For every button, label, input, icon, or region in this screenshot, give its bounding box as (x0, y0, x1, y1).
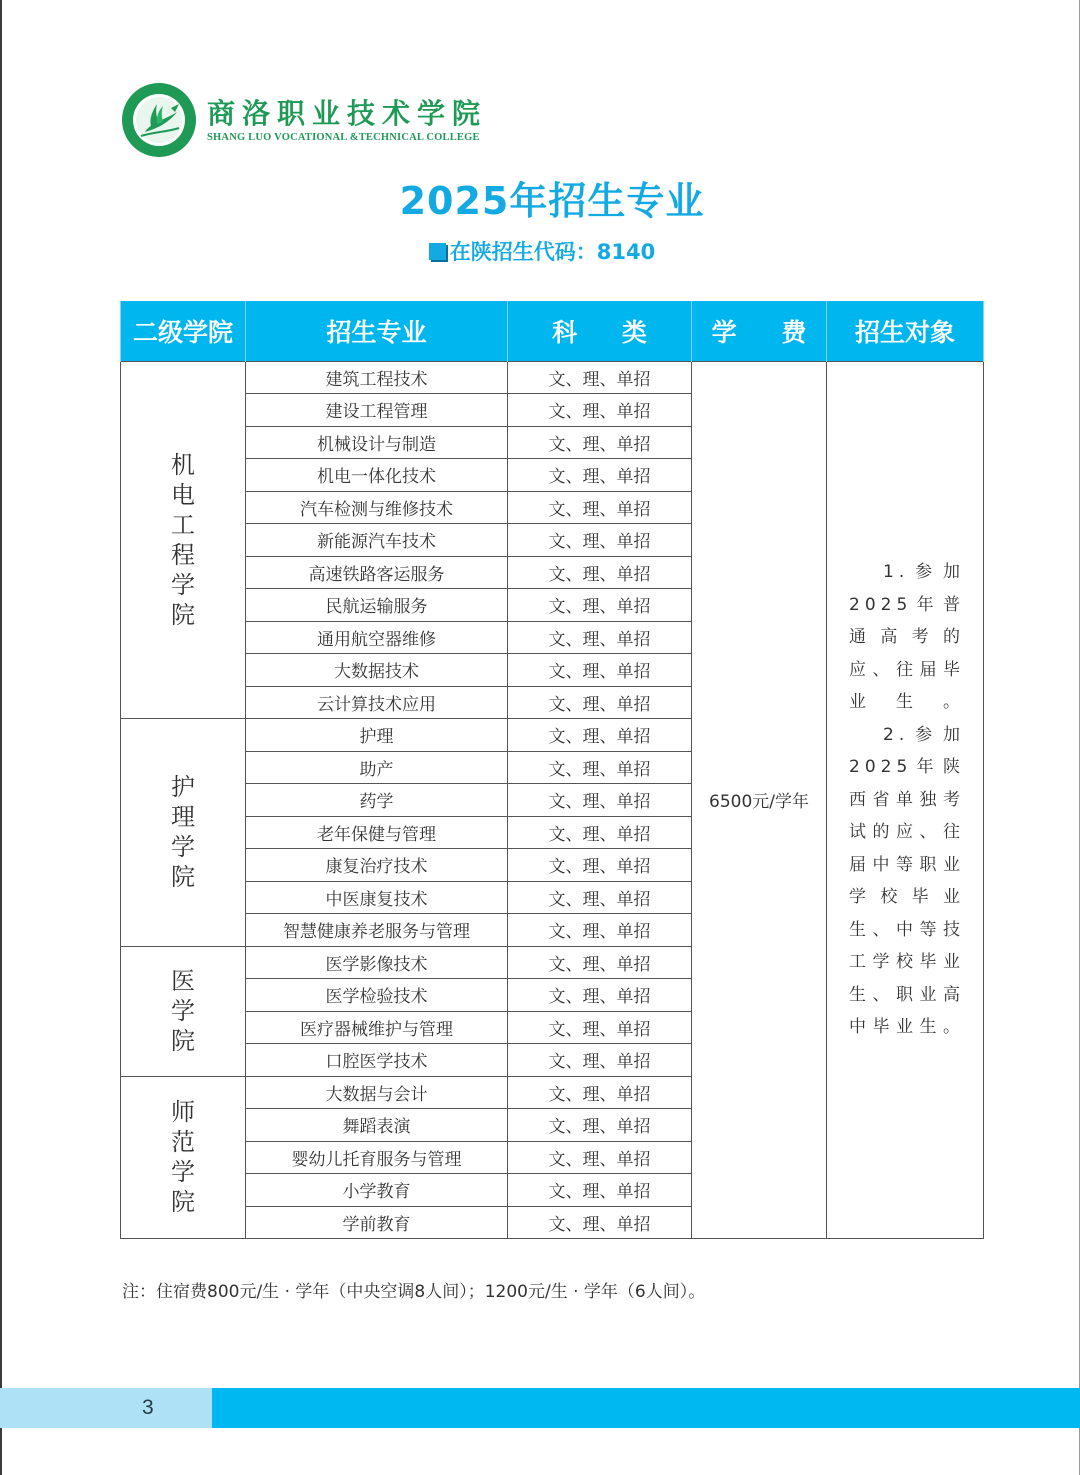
major-category: 文、理、单招 (508, 686, 692, 719)
major-name: 智慧健康养老服务与管理 (246, 914, 508, 947)
major-category: 文、理、单招 (508, 556, 692, 589)
major-name: 民航运输服务 (246, 589, 508, 622)
major-category: 文、理、单招 (508, 1141, 692, 1174)
college-logo (121, 82, 487, 158)
college-cell (121, 946, 246, 1076)
major-category: 文、理、单招 (508, 719, 692, 752)
column-header-fee: 学 费 (692, 301, 827, 361)
enrollment-target (827, 361, 984, 1239)
major-category: 文、理、单招 (508, 361, 692, 394)
enrollment-code-label: 在陕招生代码：8140 (449, 240, 656, 264)
college-emblem-icon (121, 82, 197, 158)
major-name: 大数据与会计 (246, 1076, 508, 1109)
target-paragraph-1: 1.参加2025年普通高考的应、往届毕业生。 (849, 562, 965, 712)
major-category: 文、理、单招 (508, 751, 692, 784)
major-category: 文、理、单招 (508, 849, 692, 882)
major-category: 文、理、单招 (508, 491, 692, 524)
enrollment-code (0, 236, 1080, 266)
college-cell (121, 719, 246, 947)
major-category: 文、理、单招 (508, 881, 692, 914)
major-name: 高速铁路客运服务 (246, 556, 508, 589)
major-category: 文、理、单招 (508, 426, 692, 459)
column-header-category: 科 类 (508, 301, 692, 361)
table-body (121, 361, 984, 1239)
major-category: 文、理、单招 (508, 1174, 692, 1207)
college-cell (121, 361, 246, 719)
major-category: 文、理、单招 (508, 524, 692, 557)
table-row (121, 361, 984, 394)
major-name: 云计算技术应用 (246, 686, 508, 719)
college-name: 机电工程学院 (171, 450, 195, 629)
major-name: 学前教育 (246, 1206, 508, 1239)
major-name: 机电一体化技术 (246, 459, 508, 492)
major-category: 文、理、单招 (508, 394, 692, 427)
major-name: 通用航空器维修 (246, 621, 508, 654)
major-category: 文、理、单招 (508, 784, 692, 817)
college-name-en: SHANG LUO VOCATIONAL &TECHNICAL COLLEGE (207, 132, 480, 143)
college-name: 师范学院 (171, 1098, 195, 1217)
major-name: 口腔医学技术 (246, 1044, 508, 1077)
major-category: 文、理、单招 (508, 816, 692, 849)
major-name: 护理 (246, 719, 508, 752)
major-category: 文、理、单招 (508, 946, 692, 979)
majors-table (120, 301, 983, 1239)
major-category: 文、理、单招 (508, 1076, 692, 1109)
major-name: 医学检验技术 (246, 979, 508, 1012)
major-name: 药学 (246, 784, 508, 817)
major-name: 小学教育 (246, 1174, 508, 1207)
major-name: 老年保健与管理 (246, 816, 508, 849)
college-name-cn: 商洛职业技术学院 (207, 97, 488, 130)
college-name: 护理学院 (171, 773, 195, 892)
major-name: 康复治疗技术 (246, 849, 508, 882)
major-name: 大数据技术 (246, 654, 508, 687)
major-name: 中医康复技术 (246, 881, 508, 914)
college-cell (121, 1076, 246, 1239)
major-name: 建设工程管理 (246, 394, 508, 427)
major-name: 建筑工程技术 (246, 361, 508, 394)
major-name: 舞蹈表演 (246, 1109, 508, 1142)
major-name: 新能源汽车技术 (246, 524, 508, 557)
column-header-major: 招生专业 (246, 301, 508, 361)
page-title: 2025年招生专业 (399, 179, 705, 223)
major-name: 婴幼儿托育服务与管理 (246, 1141, 508, 1174)
major-category: 文、理、单招 (508, 1011, 692, 1044)
page-number: 3 (142, 1396, 154, 1419)
tuition-fee: 6500元/学年 (692, 361, 827, 1239)
table-header-row (121, 301, 984, 361)
column-header-target: 招生对象 (827, 301, 984, 361)
major-name: 医学影像技术 (246, 946, 508, 979)
major-category: 文、理、单招 (508, 1109, 692, 1142)
footer-bar (0, 1388, 1080, 1428)
major-name: 助产 (246, 751, 508, 784)
major-category: 文、理、单招 (508, 1206, 692, 1239)
major-category: 文、理、单招 (508, 589, 692, 622)
major-category: 文、理、单招 (508, 914, 692, 947)
page-number-tab (0, 1388, 212, 1428)
accommodation-note: 注：住宿费800元/生 · 学年（中央空调8人间）；1200元/生 · 学年（6人间）。 (122, 1282, 706, 1302)
major-name: 汽车检测与维修技术 (246, 491, 508, 524)
major-category: 文、理、单招 (508, 654, 692, 687)
target-paragraph-2: 2.参加2025年陕西省单独考试的应、往届中等职业学校毕业生、中等技工学校毕业生、职业高中毕业生。 (849, 724, 965, 1037)
square-bullet-icon (429, 243, 446, 260)
college-name: 医学院 (171, 967, 195, 1055)
major-name: 机械设计与制造 (246, 426, 508, 459)
major-name: 医疗器械维护与管理 (246, 1011, 508, 1044)
major-category: 文、理、单招 (508, 459, 692, 492)
major-category: 文、理、单招 (508, 621, 692, 654)
major-category: 文、理、单招 (508, 979, 692, 1012)
column-header-college: 二级学院 (121, 301, 246, 361)
major-category: 文、理、单招 (508, 1044, 692, 1077)
